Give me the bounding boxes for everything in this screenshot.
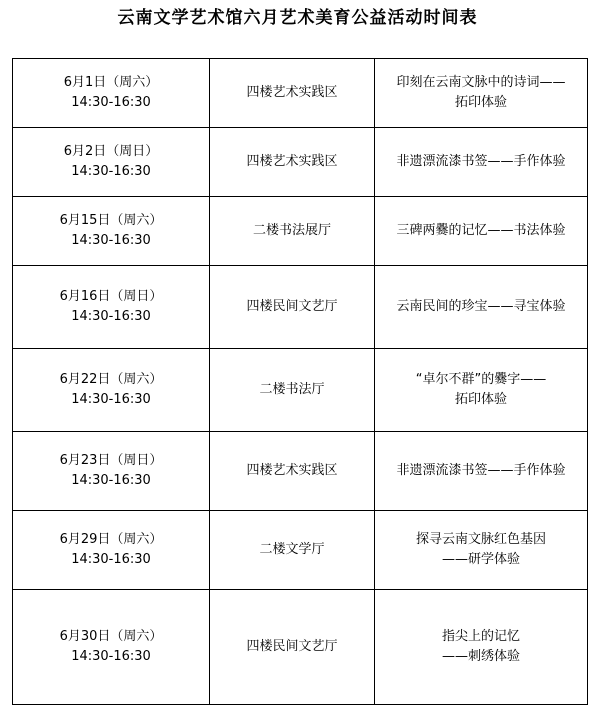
activity-line-1: “卓尔不群”的爨字—— [415, 372, 547, 387]
date-time-cell [13, 59, 210, 128]
activity-line-1: 指尖上的记忆 [441, 629, 520, 644]
time-text: 14:30-16:30 [71, 233, 151, 248]
location-cell: 二楼书法厅 [210, 349, 375, 432]
location-cell: 二楼书法展厅 [210, 197, 375, 266]
time-text: 14:30-16:30 [71, 309, 151, 324]
location-cell: 四楼艺术实践区 [210, 432, 375, 511]
location-cell: 四楼民间文艺厅 [210, 590, 375, 705]
activity-line-1: 非遗漂流漆书签——手作体验 [396, 463, 566, 478]
date-text: 6月16日（周日） [59, 289, 163, 304]
activity-cell [375, 349, 588, 432]
activity-cell [375, 128, 588, 197]
activity-cell [375, 590, 588, 705]
location-cell: 二楼文学厅 [210, 511, 375, 590]
activity-cell [375, 511, 588, 590]
date-text: 6月22日（周六） [59, 372, 163, 387]
time-text: 14:30-16:30 [71, 392, 151, 407]
activity-cell [375, 432, 588, 511]
time-text: 14:30-16:30 [71, 164, 151, 179]
date-text: 6月23日（周日） [59, 453, 163, 468]
activity-line-1: 云南民间的珍宝——寻宝体验 [396, 299, 566, 314]
table-row [13, 266, 588, 349]
date-time-cell [13, 197, 210, 266]
date-time-cell [13, 590, 210, 705]
activity-line-1: 探寻云南文脉红色基因 [415, 532, 546, 547]
table-row [13, 59, 588, 128]
activity-line-2: 拓印体验 [454, 392, 507, 407]
activity-cell [375, 59, 588, 128]
time-text: 14:30-16:30 [71, 473, 151, 488]
date-time-cell [13, 349, 210, 432]
table-row [13, 511, 588, 590]
date-time-cell [13, 128, 210, 197]
date-time-cell [13, 266, 210, 349]
time-text: 14:30-16:30 [71, 552, 151, 567]
date-text: 6月30日（周六） [59, 629, 163, 644]
date-text: 6月29日（周六） [59, 532, 163, 547]
date-time-cell [13, 511, 210, 590]
location-cell: 四楼民间文艺厅 [210, 266, 375, 349]
activity-line-2: 拓印体验 [454, 95, 507, 110]
date-time-cell [13, 432, 210, 511]
table-row [13, 349, 588, 432]
date-text: 6月2日（周日） [63, 144, 159, 159]
activity-line-2: ——刺绣体验 [441, 649, 520, 664]
date-text: 6月1日（周六） [63, 75, 159, 90]
table-row [13, 432, 588, 511]
location-cell: 四楼艺术实践区 [210, 128, 375, 197]
table-row [13, 590, 588, 705]
time-text: 14:30-16:30 [71, 95, 151, 110]
activity-cell [375, 197, 588, 266]
date-text: 6月15日（周六） [59, 213, 163, 228]
activity-line-1: 三碑两爨的记忆——书法体验 [396, 223, 566, 238]
activity-line-2: ——研学体验 [441, 552, 520, 567]
table-row [13, 128, 588, 197]
location-cell: 四楼艺术实践区 [210, 59, 375, 128]
activity-line-1: 印刻在云南文脉中的诗词—— [396, 75, 566, 90]
schedule-table [12, 58, 588, 705]
activity-cell [375, 266, 588, 349]
activity-line-1: 非遗漂流漆书签——手作体验 [396, 154, 566, 169]
page-title: 云南文学艺术馆六月艺术美育公益活动时间表 [117, 8, 478, 28]
time-text: 14:30-16:30 [71, 649, 151, 664]
table-row [13, 197, 588, 266]
